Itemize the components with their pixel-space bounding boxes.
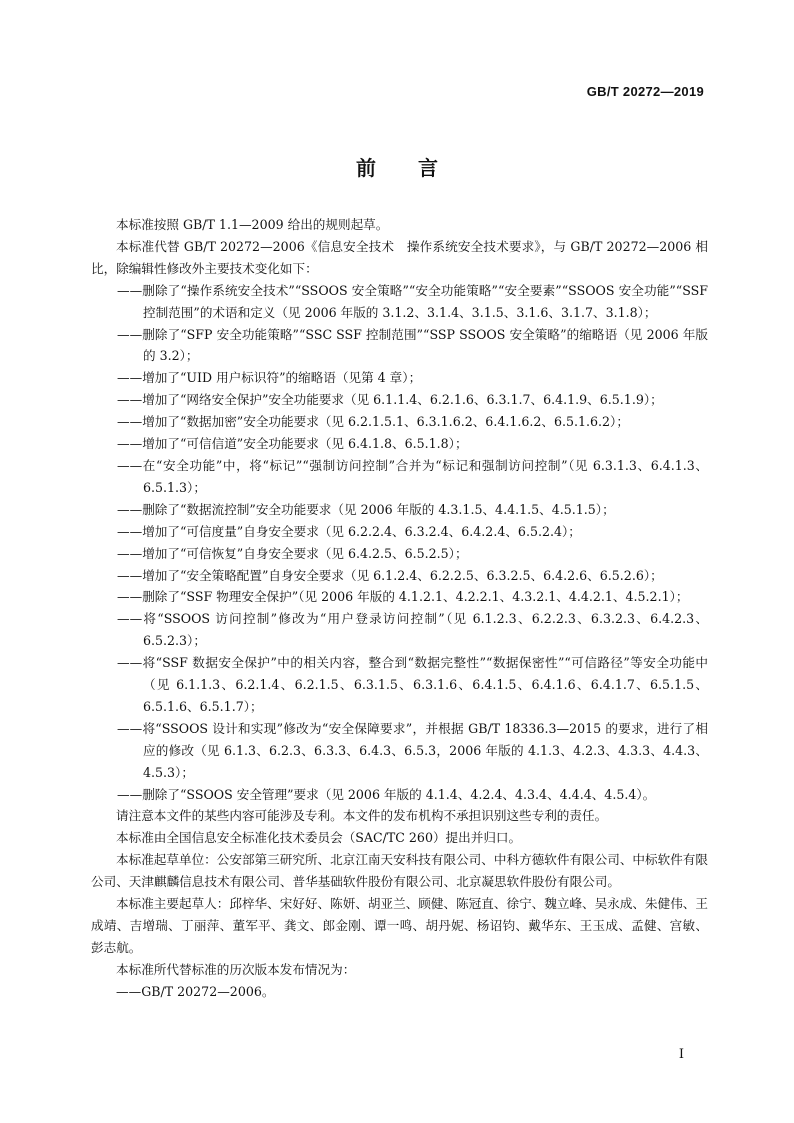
paragraph-patent-notice: 请注意本文件的某些内容可能涉及专利。本文件的发布机构不承担识别这些专利的责任。 <box>116 808 608 824</box>
paragraph-committee: 本标准由全国信息安全标准化技术委员会（SAC/TC 260）提出并归口。 <box>116 830 522 846</box>
standard-code: GB/T 20272—2019 <box>586 84 704 99</box>
change-item: ——将“SSF 数据安全保护”中的相关内容，整合到“数据完整性”“数据保密性”“可信路径”等安全功能中（见 6.1.1.3、6.2.1.4、6.2.1.5、6.3.1.5、6.3.1.6、6.4.1.5、6.4.1.6、6.4.1.7、6.5.1.5、6.5.1.6、6.5.1.7）； <box>117 655 708 714</box>
change-item: ——增加了“网络安全保护”安全功能要求（见 6.1.1.4、6.2.1.6、6.3.1.7、6.4.1.9、6.5.1.9）； <box>117 392 663 408</box>
foreword-body <box>91 214 708 1003</box>
paragraph-history-intro: 本标准所代替标准的历次版本发布情况为： <box>116 961 356 977</box>
change-item: ——将“SSOOS 设计和实现”修改为“安全保障要求”，并根据 GB/T 18336.3—2015 的要求，进行了相应的修改（见 6.1.3、6.2.3、6.3.3、6.4.3、6.5.3，2006 年版的 4.1.3、4.2.3、4.3.3、4.4.3、4.5.3）； <box>117 720 708 780</box>
paragraph-drafters: 本标准主要起草人：邱梓华、宋好好、陈妍、胡亚兰、顾健、陈冠直、徐宁、魏立峰、吴永成、朱健伟、王成靖、吉增瑞、丁丽萍、董军平、龚文、郎金刚、谭一鸣、胡丹妮、杨诏钧、戴华东、王玉成、孟健、宫敏、彭志航。 <box>91 896 708 955</box>
page-title: 前言 <box>356 156 480 180</box>
change-item: ——删除了“数据流控制”安全功能要求（见 2006 年版的 4.3.1.5、4.4.1.5、4.5.1.5）； <box>117 501 615 517</box>
change-item: ——删除了“SSOOS 安全管理”要求（见 2006 年版的 4.1.4、4.2.4、4.3.4、4.4.4、4.5.4）。 <box>117 786 656 802</box>
paragraph-replacement-note: 本标准代替 GB/T 20272—2006《信息安全技术 操作系统安全技术要求》，与 GB/T 20272—2006 相比，除编辑性修改外主要技术变化如下： <box>91 238 708 276</box>
change-item: ——删除了“SFP 安全功能策略”“SSC SSF 控制范围”“SSP SSOOS 安全策略”的缩略语（见 2006 年版的 3.2）； <box>117 326 708 364</box>
change-item: ——增加了“安全策略配置”自身安全要求（见 6.1.2.4、6.2.2.5、6.3.2.5、6.4.2.6、6.5.2.6）； <box>117 567 663 583</box>
paragraph-drafting-units: 本标准起草单位：公安部第三研究所、北京江南天安科技有限公司、中科方德软件有限公司、中标软件有限公司、天津麒麟信息技术有限公司、普华基础软件股份有限公司、北京凝思软件股份有限公司。 <box>91 852 708 890</box>
change-item: ——删除了“操作系统安全技术”“SSOOS 安全策略”“安全功能策略”“安全要素”“SSOOS 安全功能”“SSF 控制范围”的术语和定义（见 2006 年版的 3.1.2、3.1.4、3.1.5、3.1.6、3.1.7、3.1.8）； <box>117 282 708 320</box>
change-item: ——增加了“数据加密”安全功能要求（见 6.2.1.5.1、6.3.1.6.2、6.4.1.6.2、6.5.1.6.2）； <box>117 414 629 430</box>
change-item: ——将“SSOOS 访问控制”修改为“用户登录访问控制”（见 6.1.2.3、6.2.2.3、6.3.2.3、6.4.2.3、6.5.2.3）； <box>117 611 708 649</box>
paragraph-drafting-rules: 本标准按照 GB/T 1.1—2009 给出的规则起草。 <box>116 217 389 232</box>
page-number: I <box>678 1047 684 1062</box>
change-item: ——增加了“可信度量”自身安全要求（见 6.2.2.4、6.3.2.4、6.4.2.4、6.5.2.4）； <box>117 523 581 539</box>
change-item: ——增加了“UID 用户标识符”的缩略语（见第 4 章）； <box>117 370 422 386</box>
change-item: ——增加了“可信恢复”自身安全要求（见 6.4.2.5、6.5.2.5）； <box>117 545 468 561</box>
change-item: ——增加了“可信信道”安全功能要求（见 6.4.1.8、6.5.1.8）； <box>117 436 468 452</box>
change-item: ——删除了“SSF 物理安全保护”（见 2006 年版的 4.1.2.1、4.2.2.1、4.3.2.1、4.4.2.1、4.5.2.1）； <box>117 589 689 605</box>
change-item: ——在“安全功能”中，将“标记”“强制访问控制”合并为“标记和强制访问控制”（见 6.3.1.3、6.4.1.3、6.5.1.3）； <box>117 457 708 495</box>
history-item: ——GB/T 20272—2006。 <box>116 983 275 999</box>
